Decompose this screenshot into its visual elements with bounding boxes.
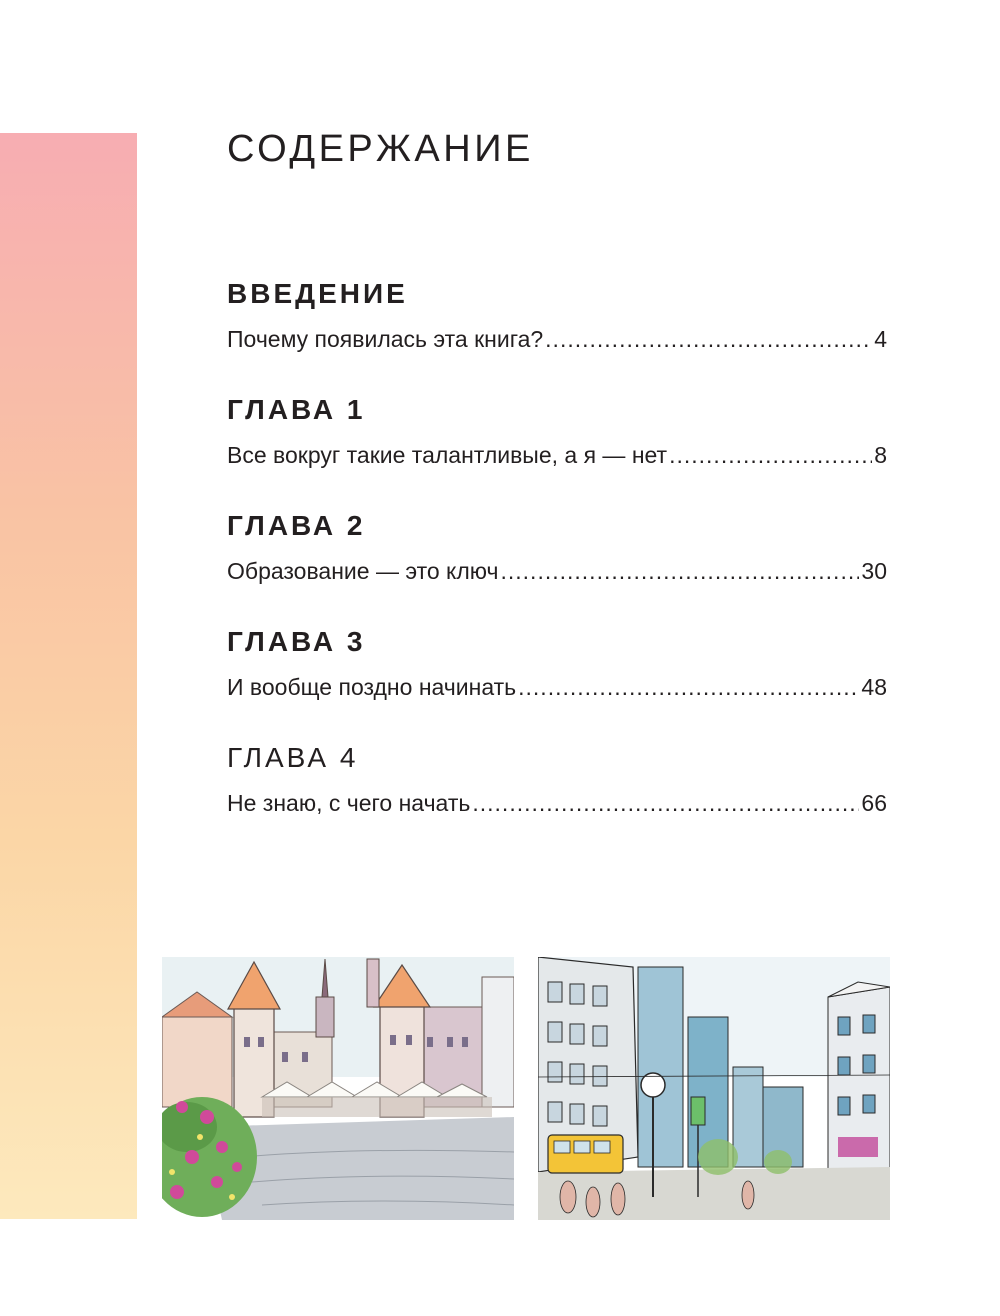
city-street-sketch-art — [538, 957, 890, 1220]
toc-section-chapter-3 — [227, 622, 887, 738]
chapter-heading: ВВЕДЕНИЕ — [227, 278, 408, 309]
toc-entry-page: 8 — [874, 442, 887, 468]
toc-entry[interactable] — [227, 786, 887, 820]
dot-leader — [545, 322, 872, 356]
table-of-contents — [227, 274, 887, 854]
dot-leader — [518, 670, 859, 704]
toc-entry-title: Все вокруг такие талантливые, а я — нет — [227, 442, 668, 468]
city-street-sketch-image — [538, 957, 890, 1220]
toc-section-chapter-4 — [227, 738, 887, 854]
dot-leader — [669, 438, 872, 472]
toc-section-chapter-2 — [227, 506, 887, 622]
toc-entry[interactable] — [227, 554, 887, 588]
chapter-heading: ГЛАВА 2 — [227, 510, 366, 541]
toc-entry[interactable] — [227, 670, 887, 704]
chapter-heading: ГЛАВА 3 — [227, 626, 366, 657]
toc-entry-title: И вообще поздно начинать — [227, 674, 517, 700]
dot-leader — [501, 554, 860, 588]
toc-section-chapter-1 — [227, 390, 887, 506]
toc-entry-title: Образование — это ключ — [227, 558, 499, 584]
toc-entry-page: 48 — [861, 674, 887, 700]
page-title: СОДЕРЖАНИЕ — [227, 128, 534, 170]
decorative-gradient-band — [0, 133, 137, 1219]
toc-entry-title: Почему появилась эта книга? — [227, 326, 544, 352]
chapter-heading: ГЛАВА 1 — [227, 394, 366, 425]
toc-entry-page: 4 — [874, 326, 887, 352]
toc-entry[interactable] — [227, 322, 887, 356]
toc-section-introduction — [227, 274, 887, 390]
toc-entry-title: Не знаю, с чего начать — [227, 790, 471, 816]
toc-entry-page: 66 — [861, 790, 887, 816]
chapter-heading: ГЛАВА 4 — [227, 742, 359, 773]
dot-leader — [472, 786, 859, 820]
toc-entry[interactable] — [227, 438, 887, 472]
toc-entry-page: 30 — [861, 558, 887, 584]
old-town-sketch-image — [162, 957, 514, 1220]
old-town-sketch-art — [162, 957, 514, 1220]
